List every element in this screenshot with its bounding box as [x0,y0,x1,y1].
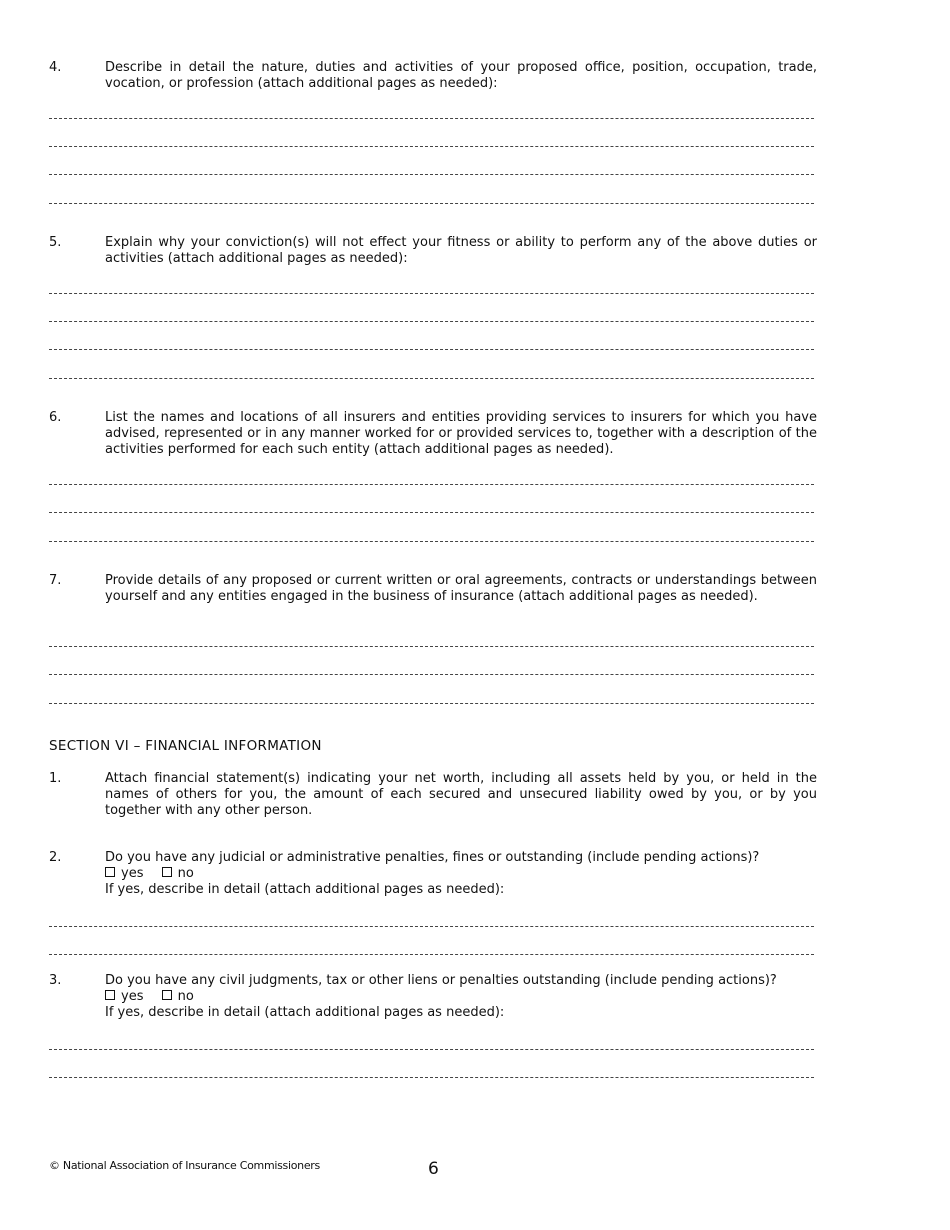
question-7 [49,573,817,605]
question-text: Provide details of any proposed or current written or oral agreements, contracts or understandings between yourself and any entities engaged in the business of insurance (attach additional pages as needed). [105,573,817,604]
no-label: no [177,989,194,1004]
question-number: 5. [49,235,62,250]
financial-question-3 [49,973,817,1021]
checkbox-icon[interactable] [105,990,115,1000]
no-option[interactable] [162,866,194,881]
financial-question-2 [49,850,817,898]
section-title: SECTION VI – FINANCIAL INFORMATION [49,738,322,754]
question-text: Describe in detail the nature, duties and activities of your proposed office, position, occupation, trade, vocation, or profession (attach additional pages as needed): [105,60,817,91]
checkbox-icon[interactable] [105,867,115,877]
copyright-notice: © National Association of Insurance Commissioners [49,1159,320,1172]
followup-text: If yes, describe in detail (attach additional pages as needed): [105,1005,505,1020]
answer-line[interactable] [49,118,814,119]
answer-line[interactable] [49,512,814,513]
question-text: Attach financial statement(s) indicating your net worth, including all assets held by you, or held in the names of others for you, the amount of each secured and unsecured liability owed by you, or by you together with any other person. [105,771,817,818]
answer-line[interactable] [49,484,814,485]
answer-line[interactable] [49,541,814,542]
answer-line[interactable] [49,146,814,147]
answer-line[interactable] [49,349,814,350]
question-number: 7. [49,573,62,588]
question-text: Do you have any judicial or administrative penalties, fines or outstanding (include pending actions)? [105,850,760,865]
yes-label: yes [121,989,144,1004]
checkbox-icon[interactable] [162,867,172,877]
checkbox-icon[interactable] [162,990,172,1000]
question-number: 1. [49,771,62,786]
question-number: 4. [49,60,62,75]
answer-line[interactable] [49,926,814,927]
financial-question-1 [49,771,817,819]
yes-option[interactable] [105,866,143,881]
no-option[interactable] [162,989,194,1004]
question-number: 6. [49,410,62,425]
followup-text: If yes, describe in detail (attach additional pages as needed): [105,882,505,897]
question-4 [49,60,817,92]
answer-line[interactable] [49,1049,814,1050]
answer-line[interactable] [49,378,814,379]
answer-line[interactable] [49,954,814,955]
answer-line[interactable] [49,703,814,704]
question-number: 2. [49,850,62,865]
answer-line[interactable] [49,293,814,294]
answer-line[interactable] [49,1077,814,1078]
answer-line[interactable] [49,321,814,322]
page-number: 6 [428,1159,439,1179]
yes-option[interactable] [105,989,143,1004]
question-number: 3. [49,973,62,988]
answer-line[interactable] [49,203,814,204]
question-6 [49,410,817,458]
question-text: List the names and locations of all insurers and entities providing services to insurers for which you have advised, represented or in any manner worked for or provided services to, together with a description of the activities performed for each such entity (attach additional pages as needed). [105,410,817,457]
answer-line[interactable] [49,674,814,675]
question-text: Do you have any civil judgments, tax or other liens or penalties outstanding (include pending actions)? [105,973,777,988]
yes-label: yes [121,866,144,881]
question-5 [49,235,817,267]
question-text: Explain why your conviction(s) will not effect your fitness or ability to perform any of the above duties or activities (attach additional pages as needed): [105,235,817,266]
no-label: no [177,866,194,881]
answer-line[interactable] [49,174,814,175]
answer-line[interactable] [49,646,814,647]
